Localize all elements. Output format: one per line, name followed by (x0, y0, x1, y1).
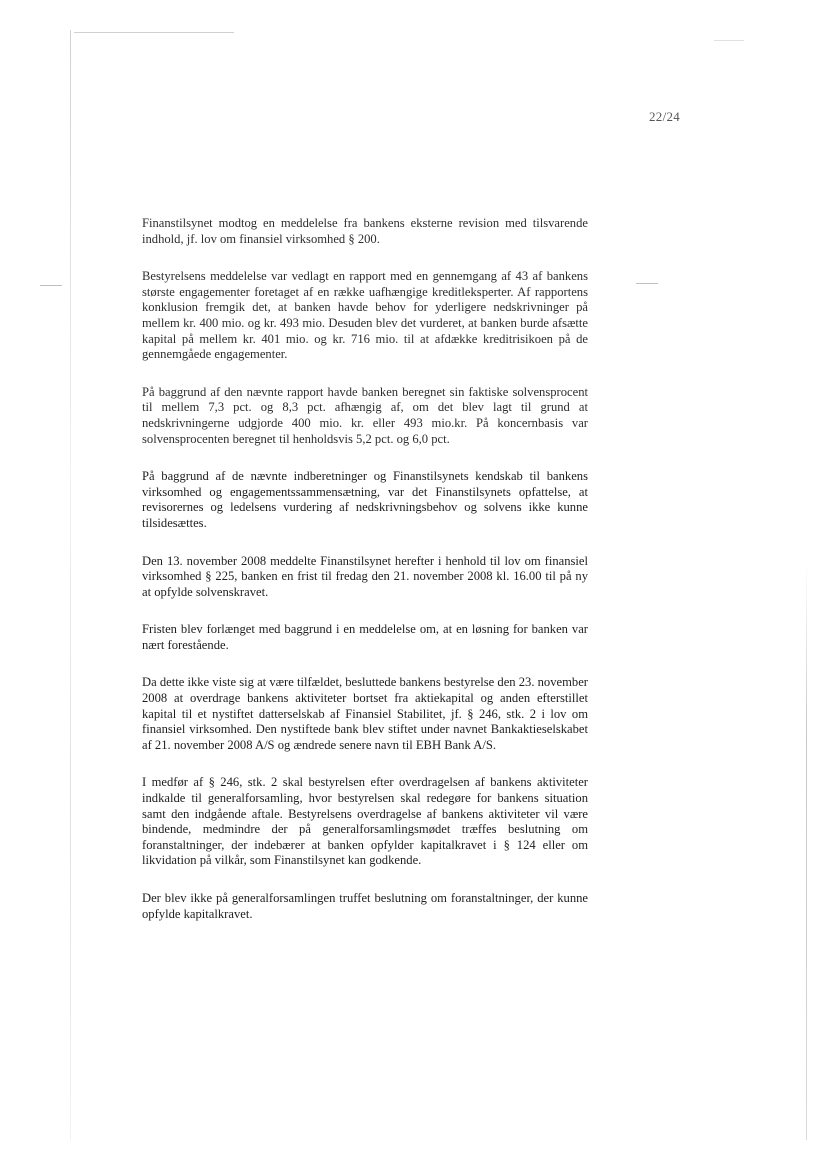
paragraph: Bestyrelsens meddelelse var vedlagt en rapport med en gennemgang af 43 af bankens største engagementer foretaget af en række uafhængige kreditleksperter. Af rapportens konklusion fremgik det, at banken havde behov for yderligere nedskrivninger på mellem kr. 400 mio. og kr. 493 mio. Desuden blev det vurderet, at banken burde afsætte kapital på mellem kr. 401 mio. og kr. 716 mio. til at afdække kreditrisikoen på de gennemgåede engagementer. (142, 269, 588, 362)
paragraph: Fristen blev forlænget med baggrund i en meddelelse om, at en løsning for banken var nært forestående. (142, 622, 588, 652)
scan-right-edge (806, 560, 807, 1140)
scan-top-mark (74, 32, 234, 33)
scan-speck (714, 40, 744, 41)
paragraph: I medfør af § 246, stk. 2 skal bestyrelsen efter overdragelsen af bankens aktiviteter indkalde til generalforsamling, hvor bestyrelsen skal redegøre for bankens situation samt den indgående aftale. Bestyrelsens overdragelse af bankens aktiviteter vil være bindende, medmindre der på generalforsamlingsmødet træffes beslutning om foranstaltninger, der indebærer at banken opfylder kapitalkravet i § 124 eller om likvidation på vilkår, som Finanstilsynet kan godkende. (142, 775, 588, 868)
paragraph: Der blev ikke på generalforsamlingen truffet beslutning om foranstaltninger, der kunne opfylde kapitalkravet. (142, 891, 588, 921)
paragraph: På baggrund af den nævnte rapport havde banken beregnet sin faktiske solvensprocent til mellem 7,3 pct. og 8,3 pct. afhængig af, om det blev lagt til grund at nedskrivningerne udgjorde 400 mio. kr. eller 493 mio.kr. På koncernbasis var solvensprocenten beregnet til henholdsvis 5,2 pct. og 6,0 pct. (142, 384, 588, 446)
page-number: 22/24 (649, 109, 681, 124)
paragraph: Den 13. november 2008 meddelte Finanstilsynet herefter i henhold til lov om finansiel virksomhed § 225, banken en frist til fredag den 21. november 2008 kl. 16.00 til på ny at opfylde solvenskravet. (142, 553, 588, 599)
paragraph: På baggrund af de nævnte indberetninger og Finanstilsynets kendskab til bankens virksomhed og engagementssammensætning, var det Finanstilsynets opfattelse, at revisorernes og ledelsens vurdering af nedskrivningsbehov og solvens ikke kunne tilsidesættes. (142, 469, 588, 530)
scan-left-edge (70, 30, 71, 1140)
scan-speck (636, 283, 658, 284)
paragraph: Da dette ikke viste sig at være tilfældet, besluttede bankens bestyrelse den 23. november 2008 at overdrage bankens aktiviteter bortset fra aktiekapital og anden efterstillet kapital til et nystiftet datterselskab af Finansiel Stabilitet, jf. § 246, stk. 2 i lov om finansiel virksomhed. Den nystiftede bank blev stiftet under navnet Bankaktieselskabet af 21. november 2008 A/S og ændrede senere navn til EBH Bank A/S. (142, 675, 588, 752)
paragraph: Finanstilsynet modtog en meddelelse fra bankens eksterne revision med tilsvarende indhold, jf. lov om finansiel virksomhed § 200. (142, 216, 588, 246)
document-body (142, 216, 588, 944)
scan-speck (40, 285, 62, 286)
